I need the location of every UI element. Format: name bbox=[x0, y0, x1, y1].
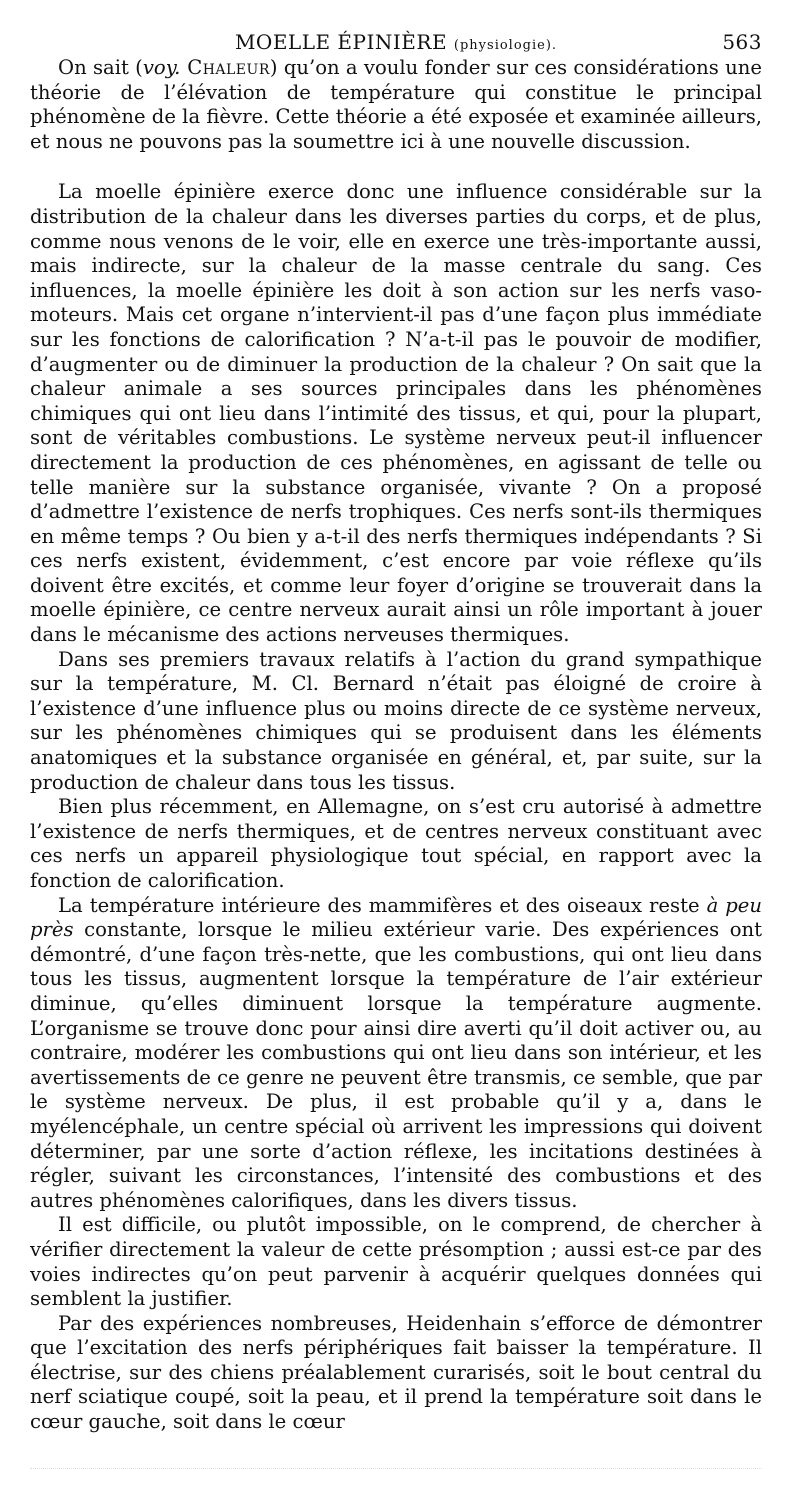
paragraph-6: Il est difficile, ou plutôt impossible, on le comprend, de chercher à vérifier directement la valeur de cette présomption ; aussi est-ce par des voies indirectes qu’on peut parvenir à acquérir quelques données qui semblent la justifier. bbox=[30, 1213, 762, 1311]
paragraph-2: La moelle épinière exerce donc une influence considérable sur la distribution de la chaleur dans les diverses parties du corps, et de plus, comme nous venons de le voir, elle en exerce une très-importante aussi, mais indirecte, sur la chaleur de la masse centrale du sang. Ces influences, la moelle épinière les doit à son action sur les nerfs vaso-moteurs. Mais cet organe n’intervient-il pas d’une façon plus immédiate sur les fonctions de calorification ? N’a-t-il pas le pouvoir de modifier, d’augmenter ou de diminuer la production de la chaleur ? On sait que la chaleur animale a ses sources principales dans les phénomènes chimiques qui ont lieu dans l’intimité des tissus, et qui, pour la plupart, sont de véritables combustions. Le système nerveux peut-il influencer directement la production de ces phénomènes, en agissant de telle ou telle manière sur la substance organisée, vivante ? On a proposé d’admettre l’existence de nerfs trophiques. Ces nerfs sont-ils thermiques en même temps ? Ou bien y a-t-il des nerfs thermiques indépendants ? Si ces nerfs existent, évidemment, c’est encore par voie réflexe qu’ils doivent être excités, et comme leur foyer d’origine se trouverait dans la moelle épinière, ce centre nerveux aurait ainsi un rôle important à jouer dans le mécanisme des actions nerveuses thermiques. bbox=[30, 180, 762, 647]
running-header bbox=[30, 22, 762, 56]
scan-noise-line bbox=[30, 1468, 762, 1473]
paragraph-5-post: constante, lorsque le milieu extérieur varie. Des expériences ont démontré, d’une façon très-nette, que les combustions, qui ont lieu dans tous les tissus, augmentent lorsque la température de l’air extérieur diminue, qu’elles diminuent lorsque la température augmente. L’organisme se trouve donc pour ainsi dire averti qu’il doit activer ou, au contraire, modérer les combustions qui ont lieu dans son intérieur, et les avertissements de ce genre ne peuvent être transmis, ce semble, que par le système nerveux. De plus, il est probable qu’il y a, dans le myélencéphale, un centre spécial où arrivent les impressions qui doivent déterminer, par une sorte d’action réflexe, les incitations destinées à régler, suivant les circonstances, l’intensité des combustions et des autres phénomènes calorifiques, dans les divers tissus. bbox=[30, 918, 762, 1212]
paragraph-1-smallcaps: Chaleur bbox=[180, 56, 270, 79]
document-page bbox=[30, 22, 762, 1435]
paragraph-1-italic: voy. bbox=[142, 56, 181, 79]
paragraph-3: Dans ses premiers travaux relatifs à l’action du grand sympathique sur la température, M. Cl. Bernard n’était pas éloigné de croire à l’existence d’une influence plus ou moins directe de ce système nerveux, sur les phénomènes chimiques qui se produisent dans les éléments anatomiques et la substance organisée en général, et, par suite, sur la production de chaleur dans tous les tissus. bbox=[30, 647, 762, 794]
paragraph-5-italic: à peu près bbox=[30, 893, 763, 942]
paragraph-5 bbox=[30, 894, 762, 1214]
running-title-main: MOELLE ÉPINIÈRE bbox=[234, 30, 448, 54]
paragraph-1 bbox=[30, 56, 762, 154]
paragraph-7: Par des expériences nombreuses, Heidenhain s’efforce de démontrer que l’excitation des nerfs périphériques fait baisser la température. Il électrise, sur des chiens préalablement curarisés, soit le bout central du nerf sciatique coupé, soit la peau, et il prend la température soit dans le cœur gauche, soit dans le cœur bbox=[30, 1311, 762, 1434]
page-number: 563 bbox=[722, 30, 762, 54]
running-title-sub: (physiologie). bbox=[453, 38, 558, 53]
paragraph-1-post: ) qu’on a voulu fonder sur ces considérations une théorie de l’élévation de température qui constitue le principal phénomène de la fièvre. Cette théorie a été exposée et examinée ailleurs, et nous ne pouvons pas la soumettre ici à une nouvelle discussion. bbox=[30, 56, 762, 153]
paragraph-1-pre: On sait ( bbox=[58, 56, 143, 79]
paragraph-5-pre: La température intérieure des mammifères et des oiseaux reste bbox=[58, 893, 707, 917]
running-title bbox=[30, 30, 762, 54]
paragraph-4: Bien plus récemment, en Allemagne, on s’est cru autorisé à admettre l’existence de nerfs thermiques, et de centres nerveux constituant avec ces nerfs un appareil physiologique tout spécial, en rapport avec la fonction de calorification. bbox=[30, 795, 762, 892]
